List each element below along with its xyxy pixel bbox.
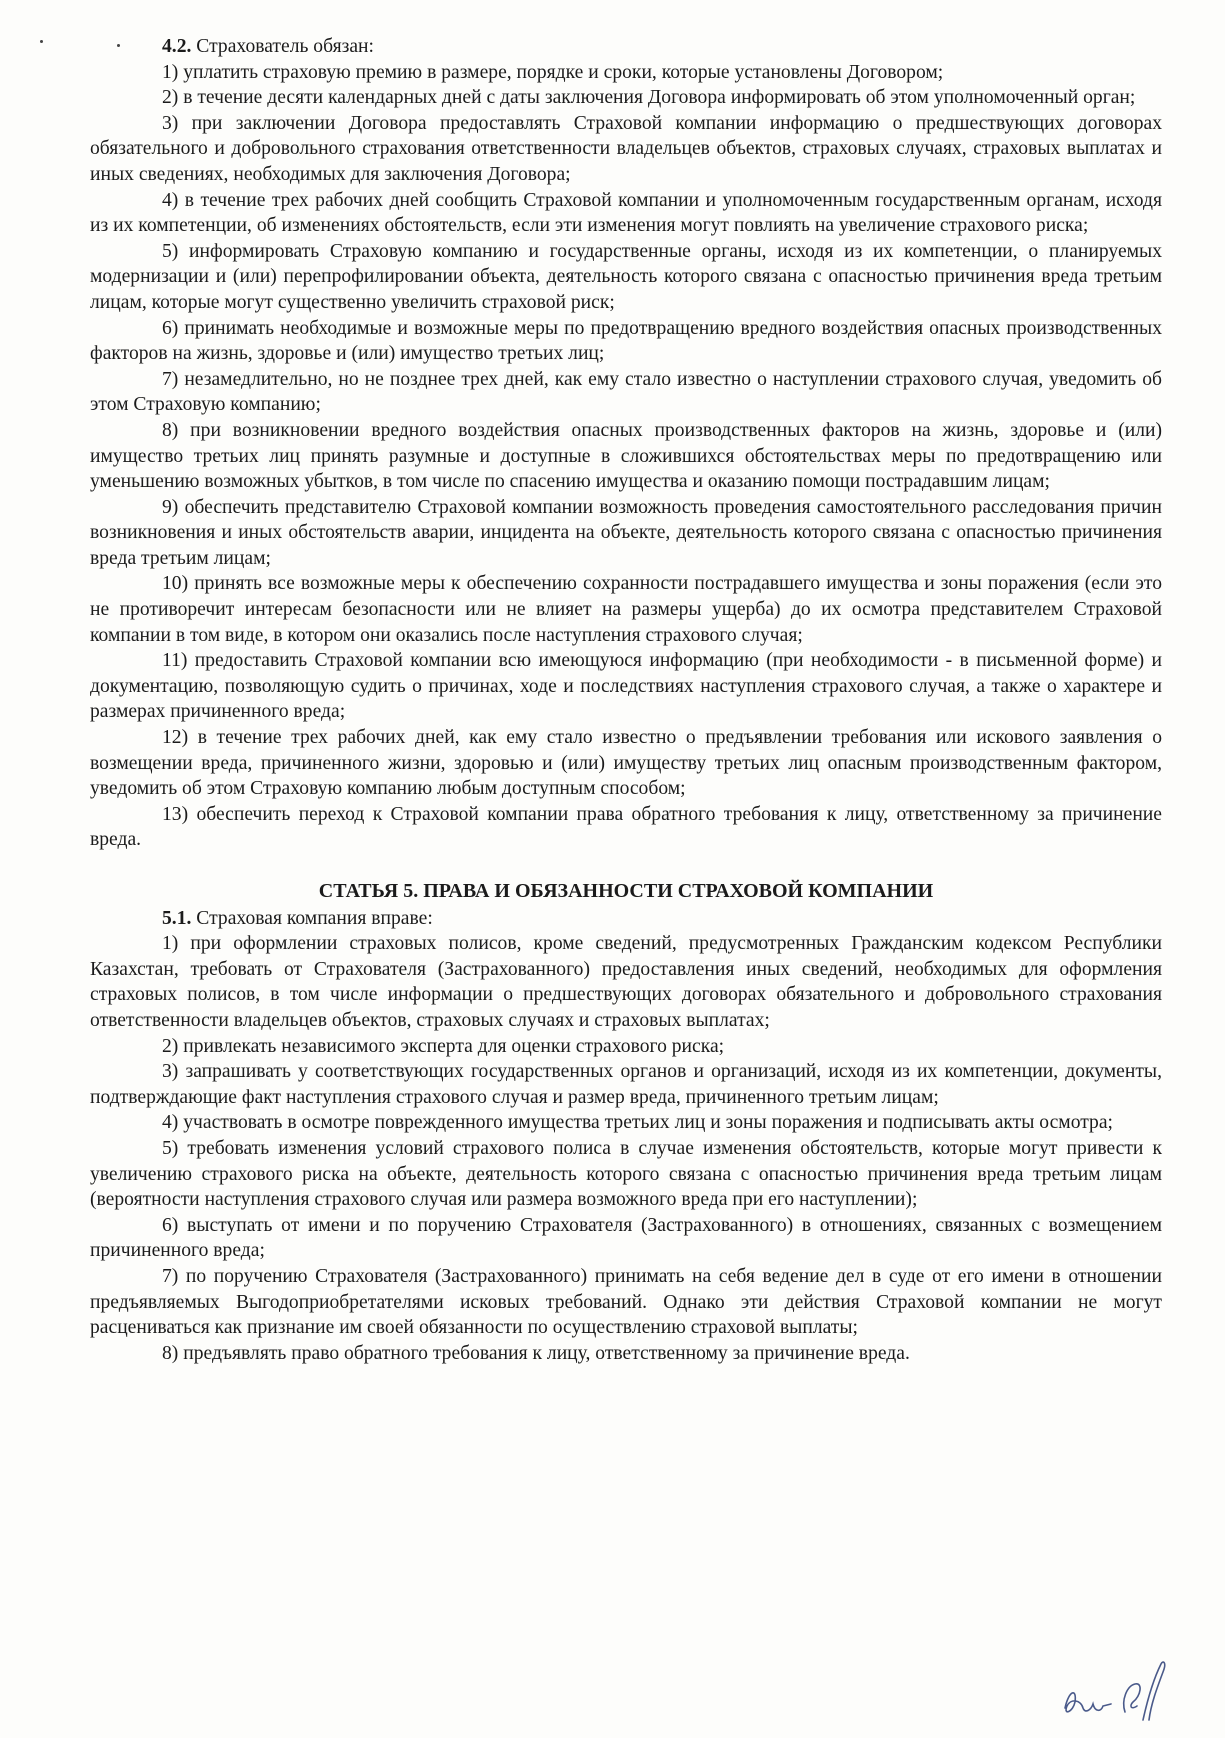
list-item: 8) при возникновении вредного воздействия опасных производственных факторов на жизнь, здоровье и (или) имущество третьих лиц принять разумные и доступные в сложившихся обстоятельствах меры по предотвращению или уменьшению возможных убытков, в том числе по спасению имущества и оказанию помощи пострадавшим лицам; [90, 419, 1162, 493]
list-item: 2) привлекать независимого эксперта для оценки страхового риска; [162, 1035, 725, 1057]
handwritten-signature [1055, 1650, 1175, 1730]
section-number: 5.1. [162, 907, 192, 929]
list-item: 8) предъявлять право обратного требования к лицу, ответственному за причинение вреда. [162, 1342, 910, 1364]
list-item: 3) запрашивать у соответствующих государственных органов и организаций, исходя из их компетенции, документы, подтверждающие факт наступления страхового случая и размер вреда, причиненного третьим лицам; [90, 1061, 1162, 1108]
list-item: 12) в течение трех рабочих дней, как ему стало известно о предъявлении требования или искового заявления о возмещении вреда, причиненного жизни, здоровью и (или) имуществу третьих лиц опасным производственным фактором, уведомить об этом Страховую компанию любым доступным способом; [90, 727, 1162, 800]
list-item: 1) при оформлении страховых полисов, кроме сведений, предусмотренных Гражданским кодексом Республики Казахстан, требовать от Страхователя (Застрахованного) предоставления иных сведений, необходимых для оформления страховых полисов, в том числе информации о предшествующих договорах обязательного и добровольного страхования ответственности владельцев объектов, страховых случаях и страховых выплатах; [90, 933, 1162, 1031]
list-item: 6) выступать от имени и по поручению Страхователя (Застрахованного) в отношениях, связанных с возмещением причиненного вреда; [90, 1214, 1162, 1262]
section-intro-text: Страхователь обязан: [196, 36, 374, 57]
document-body [90, 34, 1162, 1366]
section-number: 4.2. [162, 36, 192, 57]
list-item: 6) принимать необходимые и возможные меры по предотвращению вредного воздействия опасных производственных факторов на жизнь, здоровье и (или) имущество третьих лиц; [90, 317, 1162, 365]
list-item: 4) в течение трех рабочих дней сообщить Страховой компании и уполномоченным государственным органам, исходя из их компетенции, об изменениях обстоятельств, если эти изменения могут повлиять на увеличение страхового риска; [90, 189, 1162, 237]
list-item: 1) уплатить страховую премию в размере, порядке и сроки, которые установлены Договором; [162, 61, 944, 83]
list-item: 7) по поручению Страхователя (Застрахованного) принимать на себя ведение дел в суде от его имени в отношении предъявляемых Выгодоприобретателями исковых требований. Однако эти действия Страховой компании не могут расцениваться как признание им своей обязанности по осуществлению страховой выплаты; [90, 1265, 1162, 1339]
list-item: 7) незамедлительно, но не позднее трех дней, как ему стало известно о наступлении страхового случая, уведомить об этом Страховую компанию; [90, 368, 1162, 416]
list-item: 10) принять все возможные меры к обеспечению сохранности пострадавшего имущества и зоны поражения (если это не противоречит интересам безопасности или не влияет на размеры ущерба) до их осмотра представителем Страховой компании в том виде, в котором они оказались после наступления страхового случая; [90, 573, 1162, 646]
list-item: 9) обеспечить представителю Страховой компании возможность проведения самостоятельного расследования причин возникновения и иных обстоятельств аварии, инцидента на объекте, деятельность которого связана с опасностью причинения вреда третьим лицам; [90, 496, 1162, 569]
list-item: 2) в течение десяти календарных дней с даты заключения Договора информировать об этом уполномоченный орган; [162, 87, 1136, 109]
section-4-2-intro [90, 34, 1162, 60]
list-item: 13) обеспечить переход к Страховой компании права обратного требования к лицу, ответственному за причинение вреда. [90, 803, 1162, 851]
list-item: 5) требовать изменения условий страхового полиса в случае изменения обстоятельств, которые могут привести к увеличению страхового риска на объекте, деятельность которого связана с опасностью причинения вреда третьим лицам (вероятности наступления страхового случая или размера возможного вреда при его наступлении); [90, 1137, 1162, 1211]
section-intro-text: Страховая компания вправе: [196, 907, 433, 929]
list-item: 11) предоставить Страховой компании всю имеющуюся информацию (при необходимости - в письменной форме) и документацию, позволяющую судить о причинах, ходе и последствиях наступления страхового случая, а также о характере и размерах причиненного вреда; [90, 650, 1162, 723]
list-item: 5) информировать Страховую компанию и государственные органы, исходя из их компетенции, о планируемых модернизации и (или) перепрофилировании объекта, деятельность которого связана с опасностью причинения вреда третьим лицам, которые могут существенно увеличить страховой риск; [90, 240, 1162, 313]
list-item: 3) при заключении Договора предоставлять Страховой компании информацию о предшествующих договорах обязательного и добровольного страхования ответственности владельцев объектов, страховых случаях, страховых выплатах и иных сведениях, необходимых для заключения Договора; [90, 112, 1162, 185]
scan-speck [40, 40, 43, 43]
article-heading: СТАТЬЯ 5. ПРАВА И ОБЯЗАННОСТИ СТРАХОВОЙ КОМПАНИИ [318, 880, 934, 902]
section-5-1-intro [90, 906, 1162, 932]
list-item: 4) участвовать в осмотре поврежденного имущества третьих лиц и зоны поражения и подписывать акты осмотра; [162, 1112, 1113, 1134]
